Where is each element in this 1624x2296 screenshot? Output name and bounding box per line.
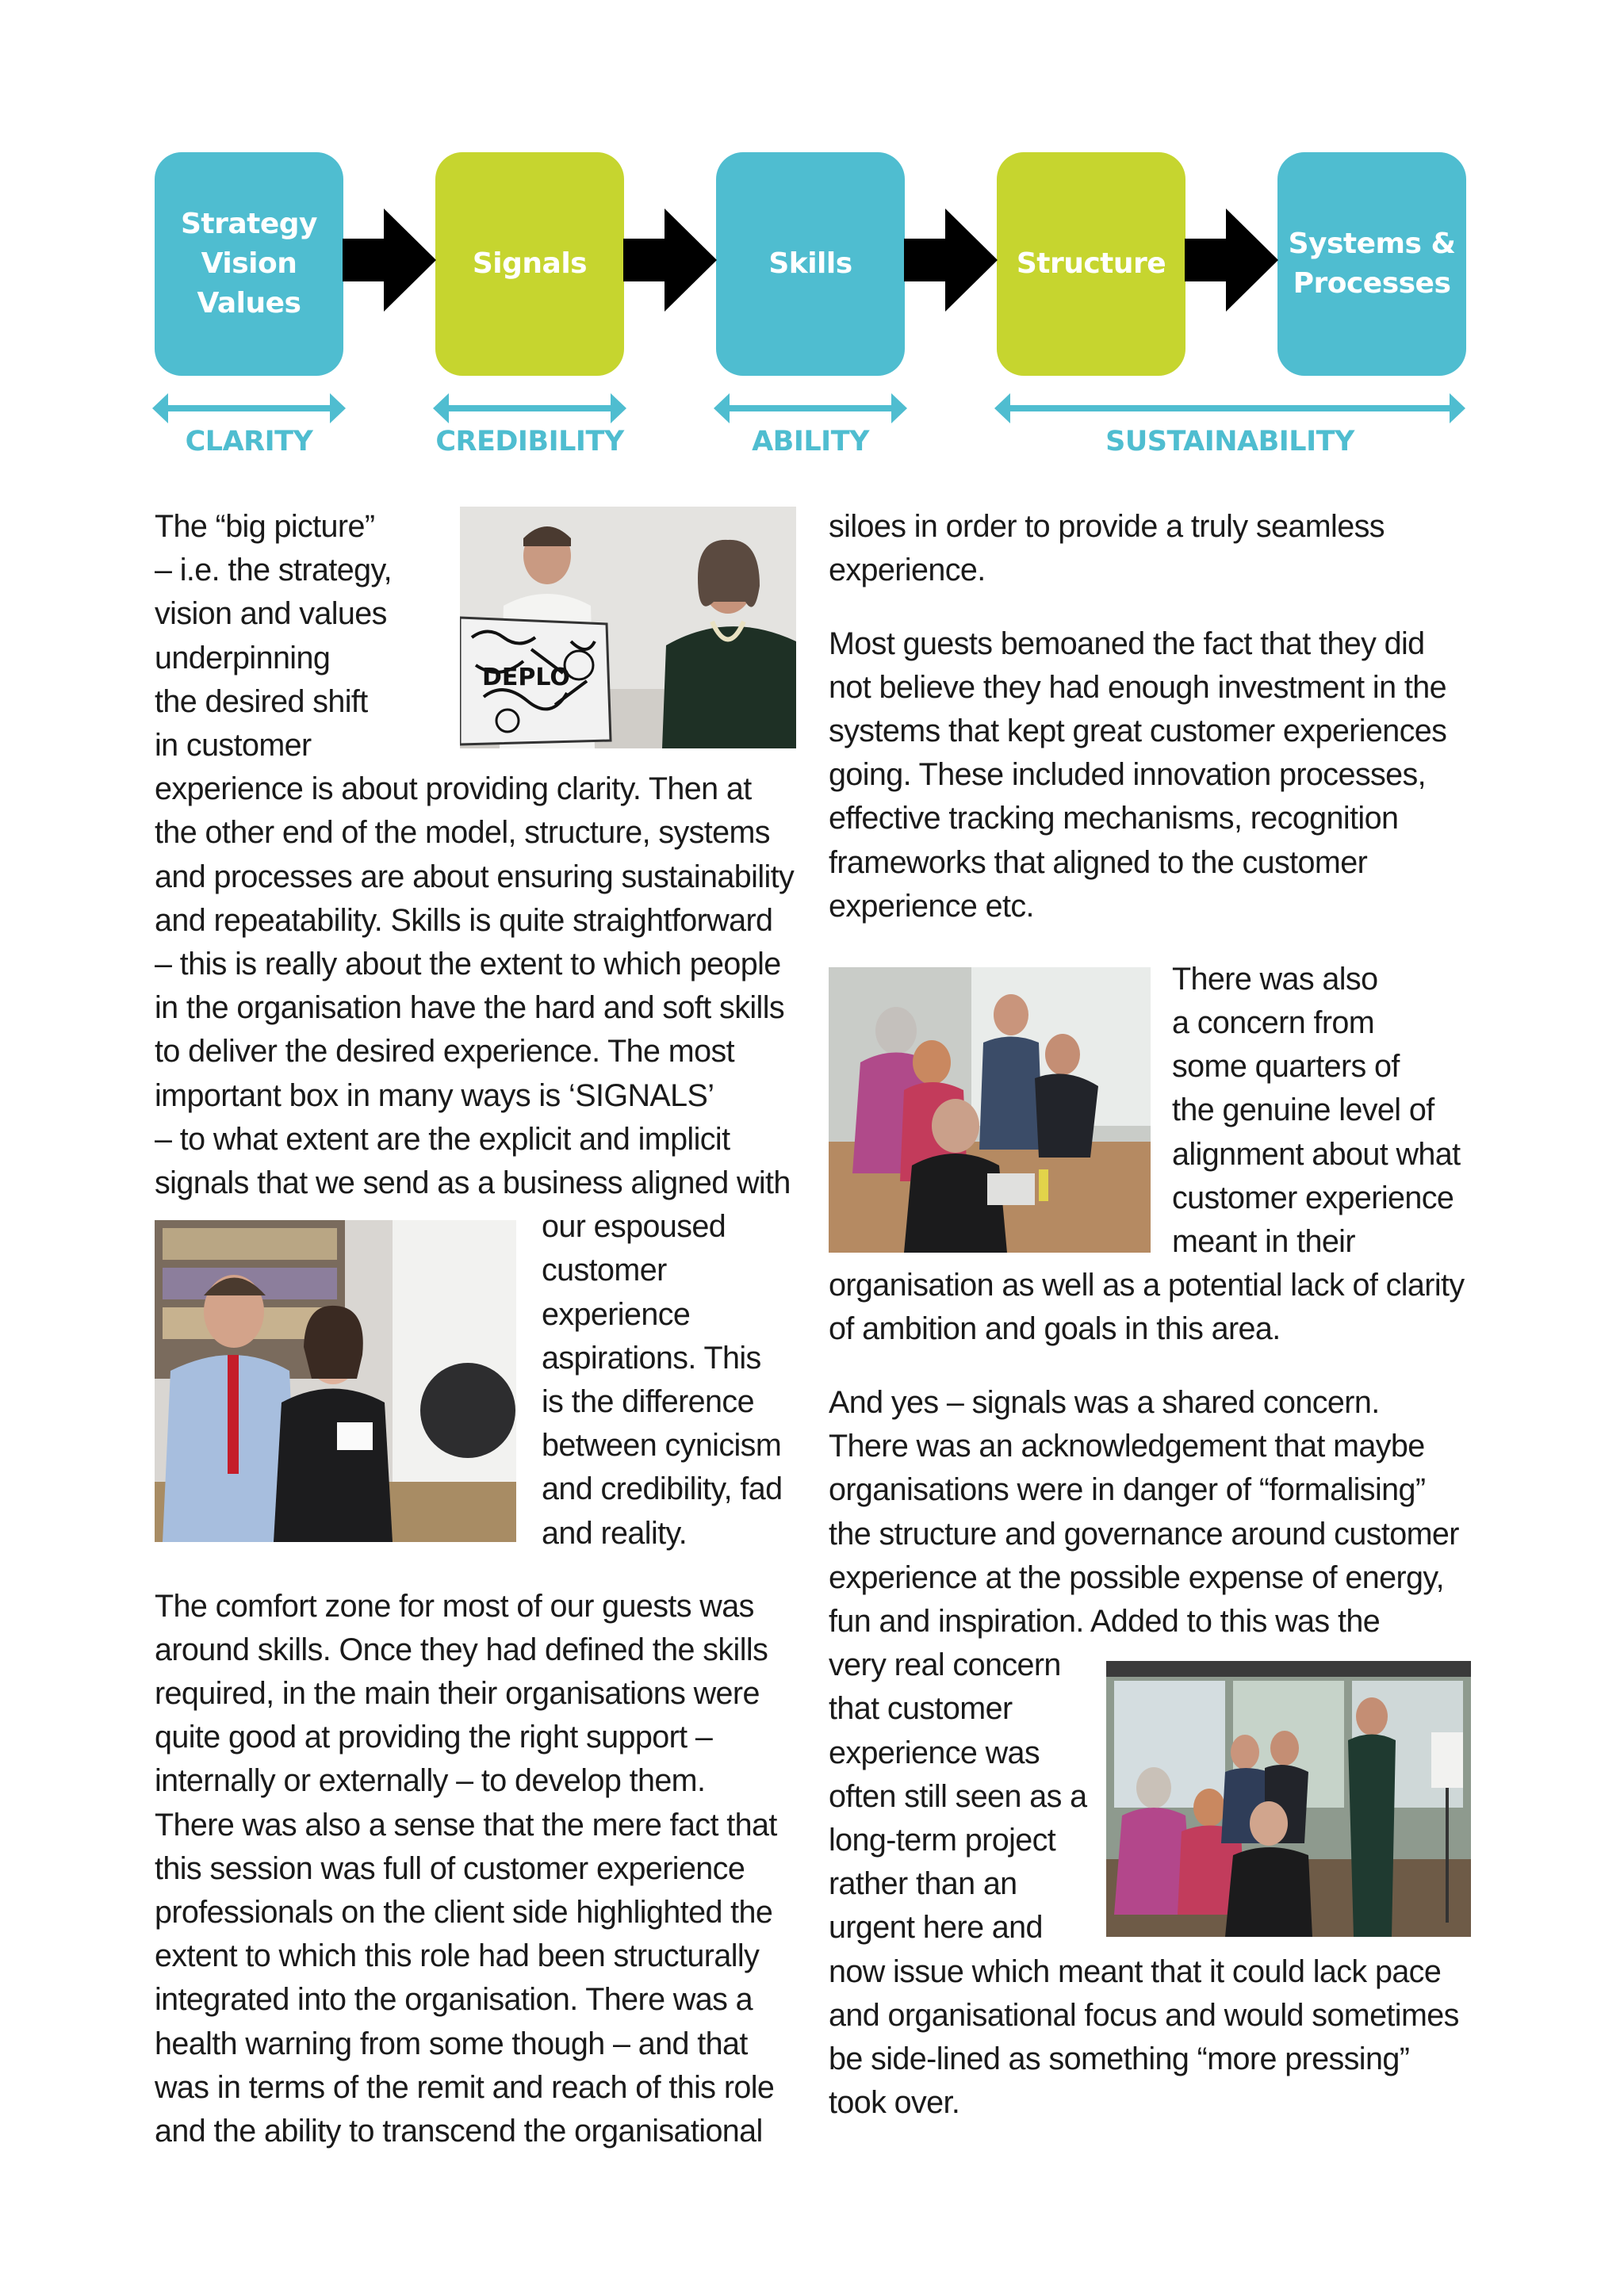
range-label-sustainability: SUSTAINABILITY [1105,426,1354,457]
board-text: DEPLO [482,664,570,691]
photo-group-workshop [829,967,1151,1253]
text-line: integrated into the organisation. There was a [155,1982,753,2017]
text-line: – to what extent are the explicit and implicit [155,1122,730,1157]
double-arrow-icon [152,392,346,425]
text-line: took over. [829,2085,960,2120]
text-line: experience etc. [829,889,1034,924]
text-line: organisation as well as a potential lack of clarity [829,1268,1465,1303]
text-line: health warning from some though – and that [155,2026,748,2061]
text-line: the genuine level of [1172,1093,1434,1127]
text-line: customer [542,1253,667,1288]
text-line: meant in their [1172,1224,1355,1259]
text-line: our espoused [542,1209,726,1244]
box-systems-processes [1277,152,1466,376]
text-line: fun and inspiration. Added to this was the [829,1604,1381,1639]
photo-two-guests-talking [155,1220,516,1542]
text-line: experience at the possible expense of energy, [829,1560,1444,1595]
text-line: going. These included innovation processes, [829,757,1427,792]
text-line: was in terms of the remit and reach of this role [155,2070,775,2105]
text-line: and processes are about ensuring sustainability [155,859,795,894]
box-label: Systems & Processes [1288,228,1456,300]
text-line: vision and values [155,596,387,631]
double-arrow-icon [714,392,907,425]
text-line: often still seen as a [829,1779,1087,1814]
text-line: to deliver the desired experience. The most [155,1034,734,1069]
text-line: customer experience [1172,1181,1454,1215]
text-line: this session was full of customer experience [155,1851,745,1886]
text-line: between cynicism [542,1428,782,1463]
text-line: aspirations. This [542,1341,761,1376]
range-label-credibility: CREDIBILITY [435,426,624,457]
text-line: frameworks that aligned to the customer [829,845,1368,880]
box-strategy [155,152,343,376]
text-line: And yes – signals was a shared concern. [829,1385,1380,1420]
text-line: around skills. Once they had defined the skills [155,1632,768,1667]
right-arrow-icon [904,209,998,312]
text-line: in the organisation have the hard and soft skills [155,990,785,1025]
text-line: experience is about providing clarity. Then at [155,771,752,806]
text-line: The “big picture” [155,509,375,544]
text-line: not believe they had enough investment in the [829,670,1446,705]
text-line: and organisational focus and would sometimes [829,1998,1459,2033]
text-line: a concern from [1172,1005,1375,1040]
text-line: the structure and governance around customer [829,1517,1459,1552]
text-line: organisations were in danger of “formalising” [829,1472,1426,1507]
text-line: very real concern [829,1647,1061,1682]
double-arrow-icon [433,392,626,425]
text-line: quite good at providing the right support – [155,1720,713,1755]
text-line: internally or externally – to develop them. [155,1763,706,1798]
text-line: – i.e. the strategy, [155,553,393,587]
text-line: some quarters of [1172,1049,1400,1084]
text-line: – this is really about the extent to which people [155,947,781,982]
right-arrow-icon [343,209,436,312]
text-line: siloes in order to provide a truly seamless [829,509,1385,544]
text-line: the desired shift [155,684,368,719]
text-line: the other end of the model, structure, systems [155,815,770,850]
text-line: professionals on the client side highlighted the [155,1895,773,1930]
box-skills [716,152,905,376]
text-line: There was also a sense that the mere fact that [155,1808,777,1843]
text-line: There was an acknowledgement that maybe [829,1429,1425,1464]
text-line: and the ability to transcend the organisational [155,2114,763,2149]
text-line: underpinning [155,641,331,675]
right-arrow-icon [623,209,717,312]
text-line: long-term project [829,1823,1056,1858]
text-line: and credibility, fad [542,1471,783,1506]
text-line: effective tracking mechanisms, recognition [829,801,1399,836]
photo-presenter-and-audience [1106,1661,1471,1937]
text-line: required, in the main their organisations were [155,1676,760,1711]
box-label: Structure [1016,247,1166,280]
text-line: The comfort zone for most of our guests was [155,1589,754,1624]
box-structure [997,152,1185,376]
text-line: and repeatability. Skills is quite straightforward [155,903,773,938]
box-label: Strategy Vision Values [180,208,318,320]
right-arrow-icon [1185,209,1278,312]
double-arrow-icon [994,392,1465,425]
text-line: experience [542,1297,691,1332]
box-label: Signals [472,247,588,280]
text-line: of ambition and goals in this area. [829,1311,1281,1346]
text-line: important box in many ways is ‘SIGNALS’ [155,1078,714,1113]
text-line: is the difference [542,1384,754,1419]
text-line: that customer [829,1691,1013,1726]
text-line: rather than an [829,1866,1017,1901]
text-line: urgent here and [829,1910,1043,1945]
photo-two-presenters-with-board [460,507,796,748]
range-label-clarity: CLARITY [185,426,313,457]
text-line: signals that we send as a business aligned with [155,1165,791,1200]
text-line: systems that kept great customer experiences [829,714,1447,748]
text-line: and reality. [542,1516,688,1551]
text-line: There was also [1172,962,1378,997]
text-line: now issue which meant that it could lack pace [829,1954,1442,1989]
box-label: Skills [768,247,852,280]
text-line: be side-lined as something “more pressing” [829,2042,1410,2076]
text-line: Most guests bemoaned the fact that they did [829,626,1425,661]
text-line: extent to which this role had been structurally [155,1938,760,1973]
text-line: alignment about what [1172,1137,1461,1172]
range-label-ability: ABILITY [752,426,869,457]
text-line: experience was [829,1735,1040,1770]
text-line: experience. [829,553,986,587]
text-line: in customer [155,728,312,763]
box-signals [435,152,624,376]
